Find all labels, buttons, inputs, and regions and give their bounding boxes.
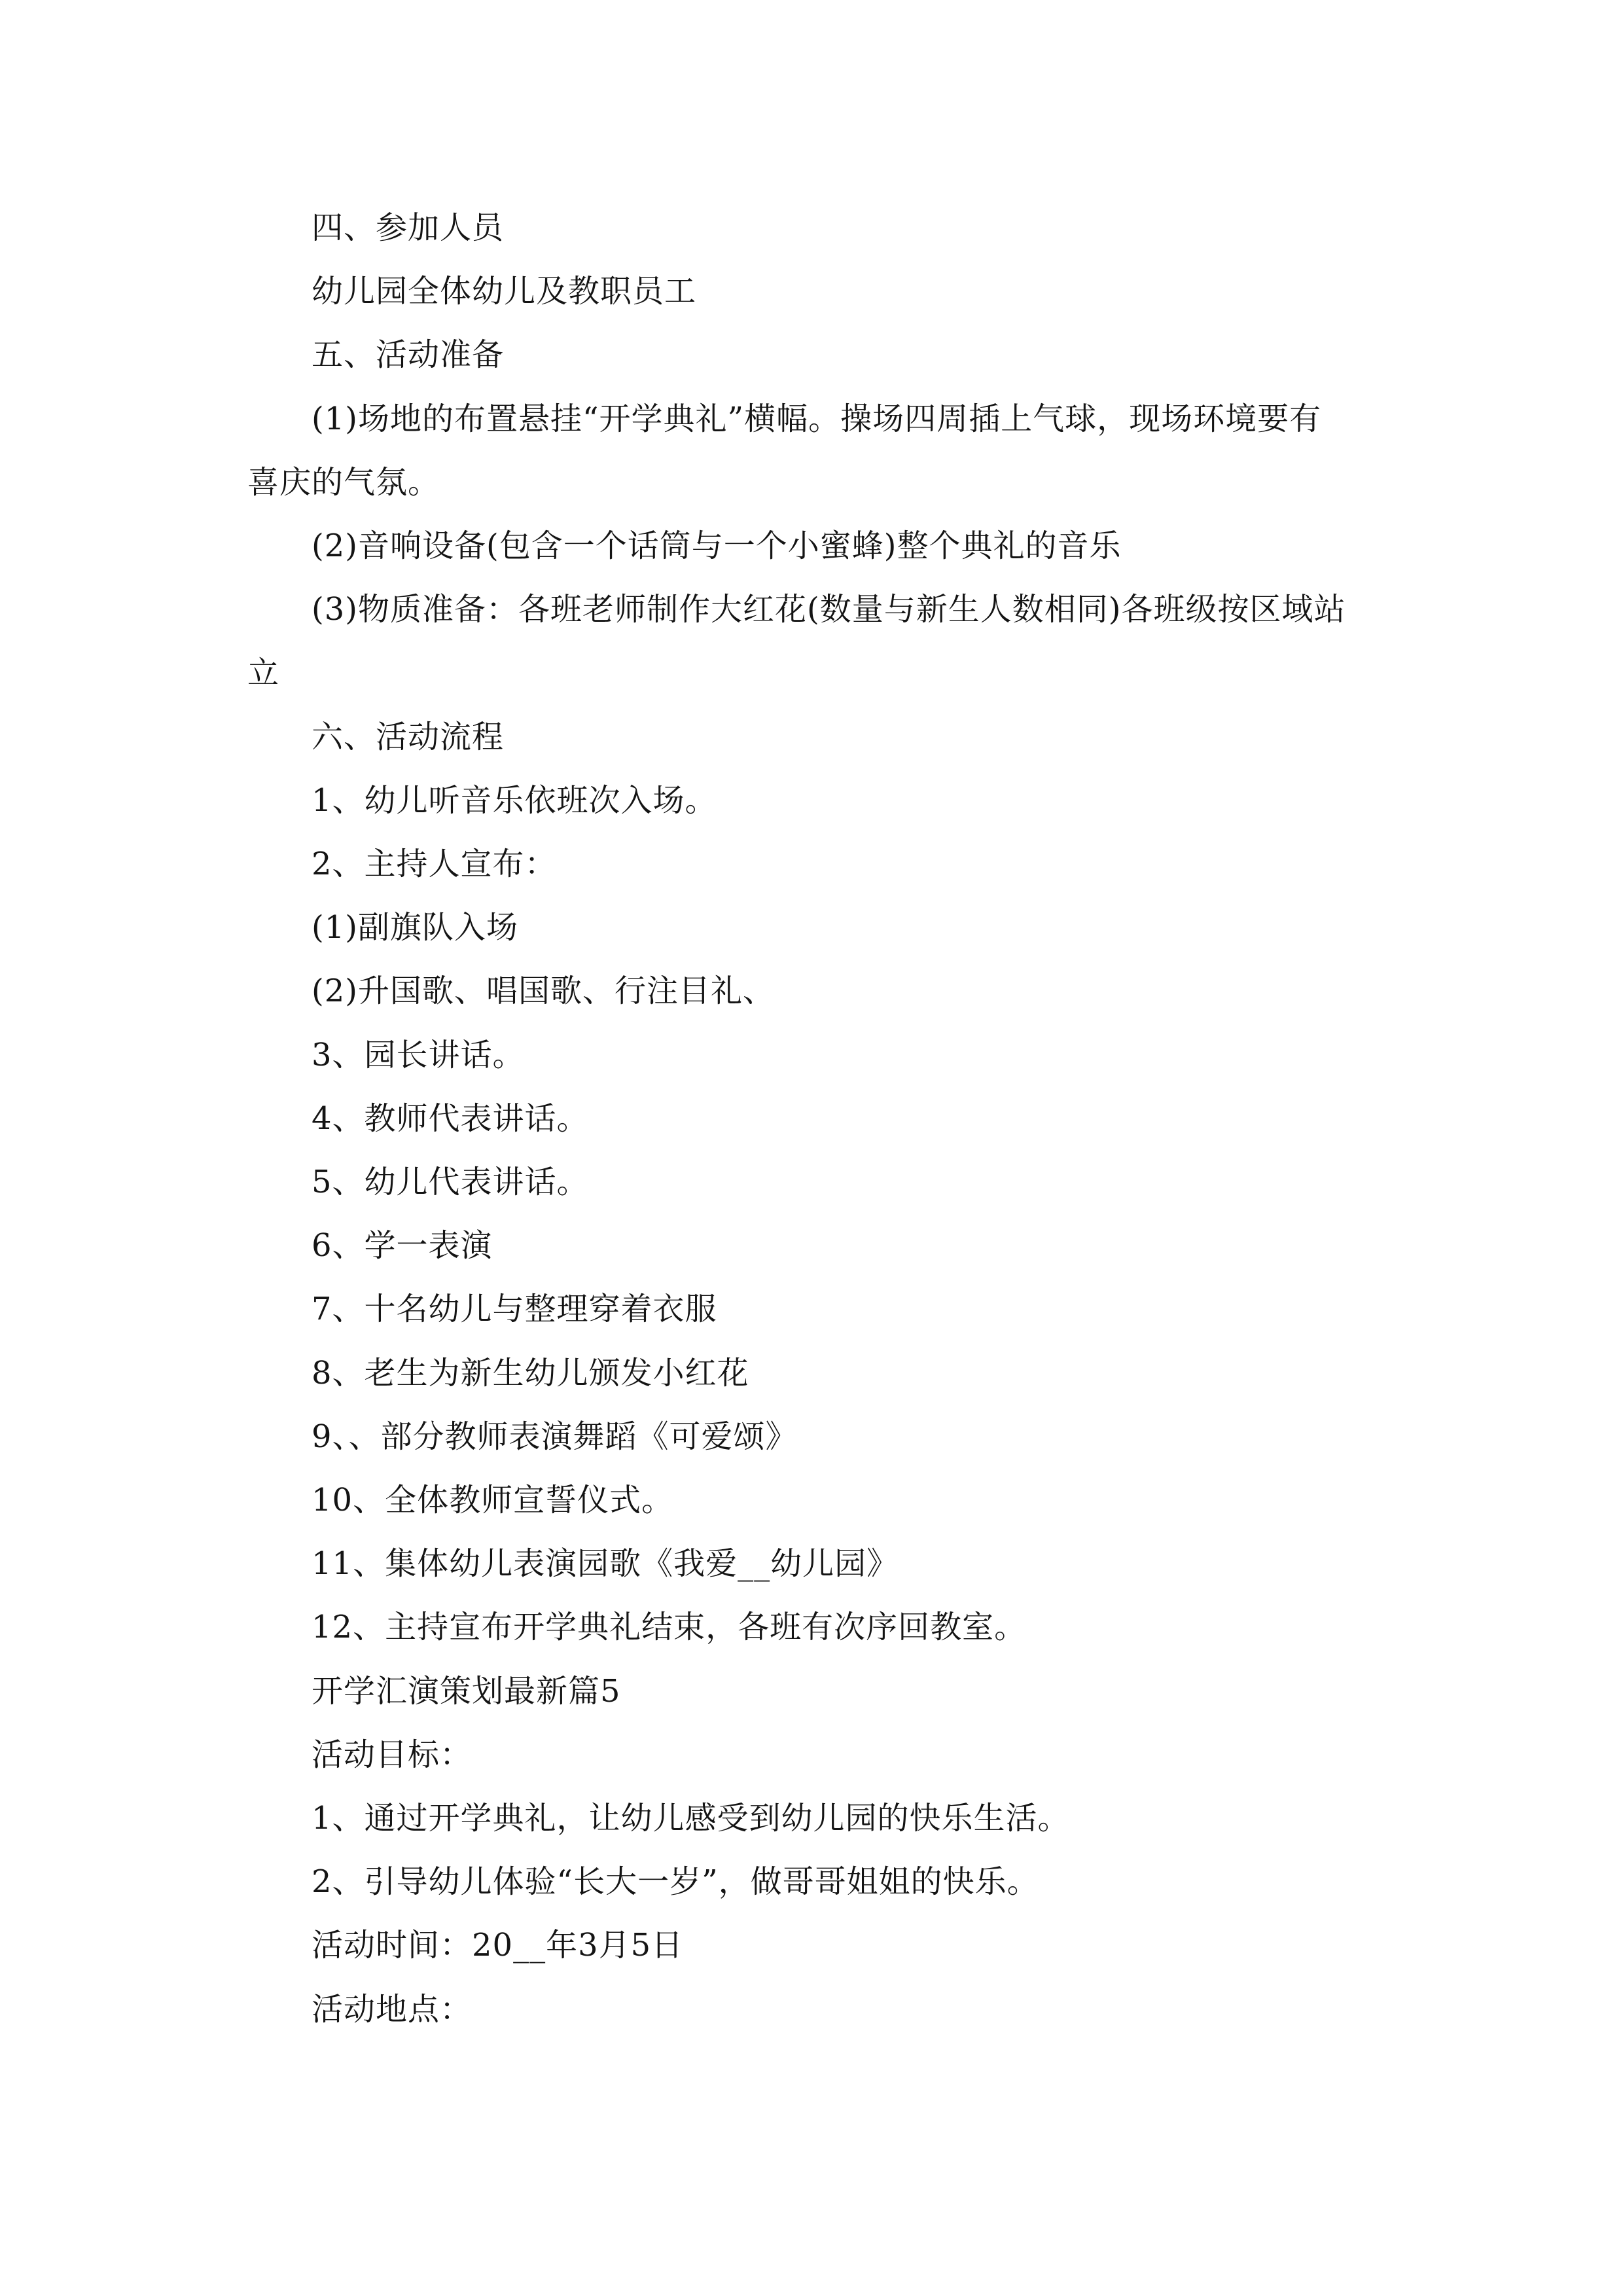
list-item: 1、通过开学典礼，让幼儿感受到幼儿园的快乐生活。 [312,1800,1070,1837]
list-item: 6、学一表演 [312,1227,493,1264]
paragraph-line: 立 [247,655,280,691]
paragraph-line: (1)场地的布置悬挂“开学典礼”横幅。操场四周插上气球，现场环境要有 [312,401,1322,437]
activity-location: 活动地点： [312,1991,473,2028]
list-item: 11、集体幼儿表演园歌《我爱__幼儿园》 [312,1545,899,1582]
list-item: 8、老生为新生幼儿颁发小红花 [312,1355,749,1391]
list-item: 4、教师代表讲话。 [312,1100,589,1137]
list-item: (2)升国歌、唱国歌、行注目礼、 [312,973,775,1009]
list-item: 2、引导幼儿体验“长大一岁”，做哥哥姐姐的快乐。 [312,1863,1039,1900]
list-item: (1)副旗队入场 [312,909,518,946]
list-item: 2、主持人宣布： [312,846,557,882]
section-heading-participants: 四、参加人员 [312,209,505,246]
section-heading-preparation: 五、活动准备 [312,336,505,373]
list-item: 10、全体教师宣誓仪式。 [312,1482,674,1518]
paragraph-line: (3)物质准备：各班老师制作大红花(数量与新生人数相同)各班级按区域站 [312,591,1346,628]
list-item: 1、幼儿听音乐依班次入场。 [312,782,717,819]
paragraph-line: 喜庆的气氛。 [247,464,440,501]
section-heading-goals: 活动目标： [312,1736,473,1773]
paragraph-line: (2)音响设备(包含一个话筒与一个小蜜蜂)整个典礼的音乐 [312,528,1122,564]
list-item: 12、主持宣布开学典礼结束，各班有次序回教室。 [312,1609,1027,1645]
list-item: 5、幼儿代表讲话。 [312,1164,589,1200]
list-item: 3、园长讲话。 [312,1037,525,1073]
list-item: 7、十名幼儿与整理穿着衣服 [312,1291,717,1327]
paragraph-line: 幼儿园全体幼儿及教职员工 [312,273,697,310]
article-title: 开学汇演策划最新篇5 [312,1673,621,1710]
section-heading-process: 六、活动流程 [312,719,505,755]
list-item: 9、、部分教师表演舞蹈《可爱颂》 [312,1418,798,1455]
activity-time: 活动时间：20__年3月5日 [312,1927,684,1964]
